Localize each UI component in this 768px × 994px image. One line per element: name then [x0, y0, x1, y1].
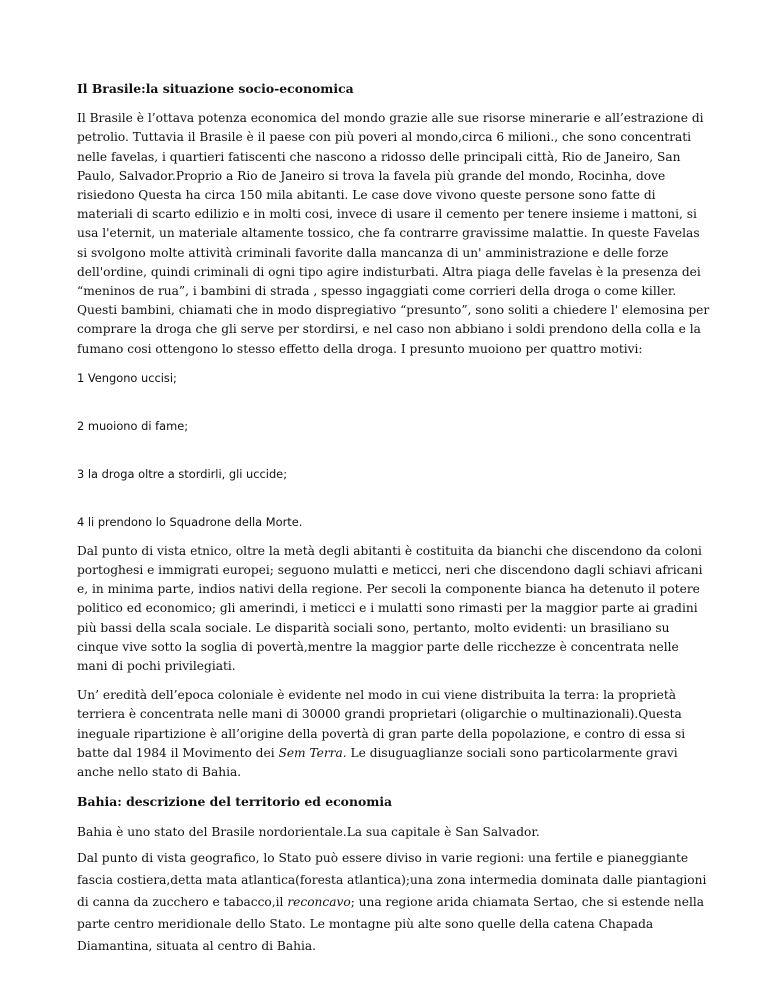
geo-paragraph-text: Dal punto di vista geografico, lo Stato può essere diviso in varie regioni: una fertile e pianeggiante fascia costiera,detta mata atlantica(foresta atlantica);una zona intermedia dominata dalle piantagioni di canna da zucchero e tabacco,il — [77, 851, 707, 910]
list-item: 4 li prendono lo Squadrone della Morte. — [77, 514, 303, 529]
list-item: 1 Vengono uccisi; — [77, 370, 177, 385]
intro-paragraph: Il Brasile è l’ottava potenza economica del mondo grazie alle sue risorse minerarie e all’estrazione di petrolio. Tuttavia il Brasile è il paese con più poveri al mondo,circa 6 milioni., che sono concentrati nelle favelas, i quartieri fatiscenti che nascono a ridosso delle principali città, Rio de Janeiro, San Paulo, Salvador.Proprio a Rio de Janeiro si trova la favela più grande del mondo, Rocinha, dove risiedono Questa ha circa 150 mila abitanti. Le case dove vivono queste persone sono fatte di materiali di scarto edilizio e in molti cosi, invece di usare il cemento per tenere insieme i mattoni, si usa l'eternit, un materiale altamente tossico, che fa contrarre gravissime malattie. In queste Favelas si svolgono molte attività criminali favorite dalla mancanza di un' amministrazione e delle forze dell'ordine, quindi criminali di ogni tipo agire indisturbati. Altra piaga delle favelas è la presenza dei “meninos de rua”, i bambini di strada , spesso ingaggiati come corrieri della droga o come killer. Questi bambini, chiamati che in modo dispregiativo “presunto”, sono soliti a chiedere l' elemosina per comprare la droga che gli serve per stordirsi, e nel caso non abbiano i soldi prendono della colla e la fumano cosi ottengono lo stesso effetto della droga. I presunto muoiono per quattro motivi: — [77, 111, 710, 356]
list-item: 3 la droga oltre a stordirli, gli uccide; — [77, 466, 288, 481]
section-title: Bahia: descrizione del territorio ed economia — [77, 794, 393, 810]
land-paragraph-text-end: . Le disuguaglianze sociali sono particolarmente gravi anche nello stato di Bahia. — [77, 745, 678, 780]
geo-paragraph — [77, 847, 710, 957]
land-paragraph — [77, 686, 710, 782]
bahia-intro: Bahia è uno stato del Brasile nordorientale.La sua capitale è San Salvador. — [77, 825, 540, 840]
sem-terra-italic: Sem Terra — [278, 745, 343, 760]
reconcavo-italic: reconcavo — [287, 895, 351, 910]
land-paragraph-text: Un’ eredità dell’epoca coloniale è evidente nel modo in cui viene distribuita la terra: la proprietà terriera è concentrata nelle mani di 30000 grandi proprietari (oligarchie o multinazionali).Questa ineguale ripartizione è all’origine della povertà di gran parte della popolazione, e contro di essa si batte dal 1984 il Movimento dei — [77, 688, 686, 760]
ethnic-paragraph: Dal punto di vista etnico, oltre la metà degli abitanti è costituita da bianchi che discendono da coloni portoghesi e immigrati europei; seguono mulatti e meticci, neri che discendono dagli schiavi africani e, in minima parte, indios nativi della regione. Per secoli la componente bianca ha detenuto il potere politico ed economico; gli amerindi, i meticci e i mulatti sono rimasti per la maggior parte ai gradini più bassi della scala sociale. Le disparità sociali sono, pertanto, molto evidenti: un brasiliano su cinque vive sotto la soglia di povertà,mentre la maggior parte delle ricchezze è concentrata nelle mani di pochi privilegiati. — [77, 543, 703, 674]
list-item: 2 muoiono di fame; — [77, 418, 189, 433]
geo-paragraph-text-end: ; una regione arida chiamata Sertao, che si estende nella parte centro meridionale dello Stato. Le montagne più alte sono quelle della catena Chapada Diamantina, situata al centro di Bahia. — [77, 895, 705, 954]
document-title: Il Brasile:la situazione socio-economica — [77, 81, 354, 96]
